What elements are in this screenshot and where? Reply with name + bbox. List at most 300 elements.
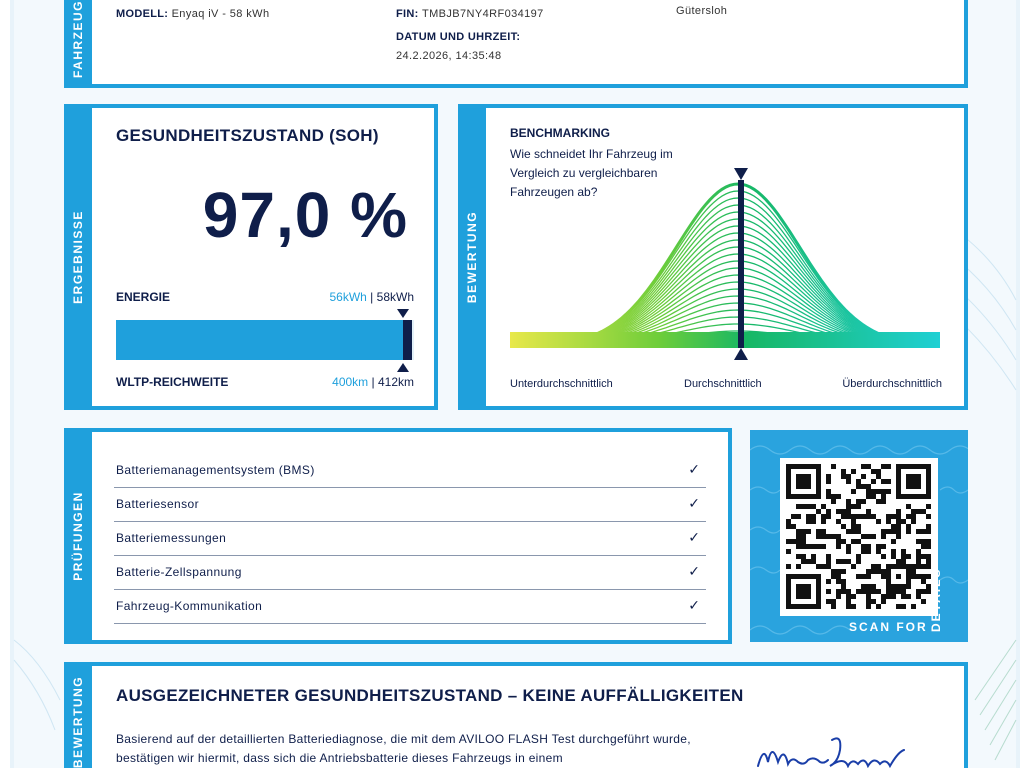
qr-module bbox=[911, 509, 916, 514]
qr-module bbox=[811, 544, 816, 549]
qr-module bbox=[856, 524, 861, 529]
qr-module bbox=[821, 529, 826, 534]
qr-module bbox=[856, 559, 861, 564]
qr-module bbox=[881, 464, 886, 469]
checks-panel bbox=[92, 432, 728, 640]
qr-module bbox=[876, 474, 881, 479]
qr-module bbox=[851, 524, 856, 529]
axis-label-high: Überdurchschnittlich bbox=[842, 378, 942, 390]
qr-module bbox=[846, 514, 851, 519]
qr-module bbox=[856, 479, 861, 484]
qr-module bbox=[856, 589, 861, 594]
qr-module bbox=[896, 559, 901, 564]
bar-marker-top-icon bbox=[397, 309, 409, 318]
qr-module bbox=[861, 549, 866, 554]
qr-module bbox=[831, 499, 836, 504]
benchmark-section bbox=[458, 104, 968, 410]
qr-module bbox=[841, 514, 846, 519]
qr-module bbox=[921, 599, 926, 604]
results-panel bbox=[92, 108, 434, 406]
qr-module bbox=[841, 579, 846, 584]
checkmark-icon: ✓ bbox=[688, 495, 700, 511]
qr-module bbox=[906, 504, 911, 509]
qr-module bbox=[816, 534, 821, 539]
qr-module bbox=[881, 594, 886, 599]
qr-module bbox=[926, 559, 931, 564]
qr-module bbox=[886, 489, 891, 494]
qr-module bbox=[826, 494, 831, 499]
check-label: Batteriemessungen bbox=[116, 531, 227, 545]
qr-module bbox=[896, 509, 901, 514]
qr-module bbox=[811, 554, 816, 559]
qr-module bbox=[836, 534, 841, 539]
qr-module bbox=[811, 559, 816, 564]
qr-module bbox=[801, 534, 806, 539]
qr-module bbox=[871, 564, 876, 569]
qr-module bbox=[841, 509, 846, 514]
qr-code-image bbox=[780, 458, 938, 616]
range-stat bbox=[332, 375, 414, 389]
qr-module bbox=[806, 504, 811, 509]
qr-module bbox=[916, 589, 921, 594]
qr-module bbox=[826, 514, 831, 519]
datetime-label: DATUM UND UHRZEIT: bbox=[396, 31, 521, 43]
qr-module bbox=[871, 584, 876, 589]
qr-module bbox=[876, 549, 881, 554]
qr-module bbox=[821, 519, 826, 524]
qr-module bbox=[816, 509, 821, 514]
qr-module bbox=[851, 604, 856, 609]
qr-module bbox=[881, 569, 886, 574]
qr-module bbox=[891, 594, 896, 599]
qr-module bbox=[916, 509, 921, 514]
qr-module bbox=[806, 559, 811, 564]
qr-module bbox=[866, 489, 871, 494]
benchmark-section-label: BEWERTUNG bbox=[465, 210, 480, 304]
qr-module bbox=[896, 534, 901, 539]
marker-bottom-triangle-icon bbox=[734, 348, 748, 360]
qr-module bbox=[866, 569, 871, 574]
qr-module bbox=[866, 464, 871, 469]
qr-module bbox=[796, 474, 811, 489]
qr-module bbox=[796, 534, 801, 539]
qr-module bbox=[876, 544, 881, 549]
qr-module bbox=[866, 514, 871, 519]
soh-value: 97,0 % bbox=[202, 179, 408, 251]
qr-module bbox=[846, 499, 851, 504]
qr-module bbox=[861, 534, 866, 539]
qr-module bbox=[866, 494, 871, 499]
qr-module bbox=[911, 519, 916, 524]
fin-field bbox=[396, 8, 544, 20]
qr-module bbox=[886, 514, 891, 519]
qr-module bbox=[816, 564, 821, 569]
qr-module bbox=[871, 534, 876, 539]
qr-module bbox=[856, 484, 861, 489]
qr-module bbox=[826, 589, 831, 594]
marker-top-triangle-icon bbox=[734, 168, 748, 180]
vehicle-section bbox=[64, 0, 968, 88]
qr-module bbox=[916, 594, 921, 599]
qr-module bbox=[836, 519, 841, 524]
qr-module bbox=[841, 559, 846, 564]
soh-bar-fill bbox=[116, 320, 405, 360]
qr-module bbox=[856, 574, 861, 579]
qr-module bbox=[816, 544, 821, 549]
checkmark-icon: ✓ bbox=[688, 597, 700, 613]
qr-module bbox=[821, 564, 826, 569]
qr-module bbox=[866, 574, 871, 579]
qr-module bbox=[836, 574, 841, 579]
bell-curve-line bbox=[510, 212, 938, 346]
checks-section-label: PRÜFUNGEN bbox=[71, 491, 86, 581]
bar-marker-bottom-icon bbox=[397, 363, 409, 372]
vehicle-section-tab bbox=[64, 0, 92, 88]
qr-module bbox=[796, 544, 801, 549]
qr-module bbox=[881, 494, 886, 499]
qr-module bbox=[851, 469, 856, 474]
datetime-value: 24.2.2026, 14:35:48 bbox=[396, 50, 502, 62]
qr-module bbox=[906, 554, 911, 559]
qr-module bbox=[881, 544, 886, 549]
vehicle-panel bbox=[92, 0, 964, 84]
qr-module bbox=[861, 584, 866, 589]
qr-module bbox=[806, 544, 811, 549]
qr-module bbox=[901, 604, 906, 609]
qr-module bbox=[841, 589, 846, 594]
qr-module bbox=[801, 559, 806, 564]
qr-module bbox=[866, 604, 871, 609]
qr-module bbox=[921, 589, 926, 594]
qr-module bbox=[891, 514, 896, 519]
qr-module bbox=[851, 594, 856, 599]
qr-module bbox=[916, 564, 921, 569]
qr-module bbox=[896, 604, 901, 609]
qr-module bbox=[906, 514, 911, 519]
qr-module bbox=[836, 509, 841, 514]
qr-module bbox=[831, 569, 836, 574]
qr-module bbox=[876, 589, 881, 594]
qr-module bbox=[801, 544, 806, 549]
qr-module bbox=[856, 529, 861, 534]
qr-module bbox=[851, 504, 856, 509]
fin-label: FIN: bbox=[396, 8, 419, 20]
details-label: DETAILS bbox=[929, 567, 943, 632]
qr-module bbox=[811, 514, 816, 519]
qr-module bbox=[921, 544, 926, 549]
qr-module bbox=[846, 559, 851, 564]
results-section bbox=[64, 104, 438, 410]
qr-module bbox=[916, 559, 921, 564]
qr-module bbox=[801, 554, 806, 559]
check-row bbox=[114, 488, 706, 522]
qr-module bbox=[881, 499, 886, 504]
qr-module bbox=[871, 589, 876, 594]
qr-module bbox=[831, 604, 836, 609]
qr-module bbox=[786, 564, 791, 569]
qr-module bbox=[861, 574, 866, 579]
qr-module bbox=[846, 479, 851, 484]
qr-module bbox=[921, 529, 926, 534]
conclusion-section-label: BEWERTUNG bbox=[71, 675, 86, 768]
qr-module bbox=[786, 539, 791, 544]
qr-module bbox=[891, 529, 896, 534]
qr-module bbox=[836, 559, 841, 564]
checkmark-icon: ✓ bbox=[688, 529, 700, 545]
qr-module bbox=[901, 554, 906, 559]
qr-module bbox=[926, 524, 931, 529]
qr-module bbox=[916, 529, 921, 534]
qr-module bbox=[896, 519, 901, 524]
qr-module bbox=[871, 489, 876, 494]
qr-module bbox=[796, 504, 801, 509]
qr-module bbox=[801, 539, 806, 544]
qr-module bbox=[826, 489, 831, 494]
qr-module bbox=[831, 464, 836, 469]
qr-module bbox=[901, 594, 906, 599]
qr-module bbox=[896, 514, 901, 519]
qr-module bbox=[831, 534, 836, 539]
energy-current: 56kWh bbox=[329, 290, 367, 304]
check-label: Batteriemanagementsystem (BMS) bbox=[116, 463, 315, 477]
qr-module bbox=[846, 529, 851, 534]
qr-module bbox=[916, 539, 921, 544]
bell-curve-line bbox=[510, 198, 938, 346]
qr-module bbox=[791, 539, 796, 544]
qr-module bbox=[861, 484, 866, 489]
qr-module bbox=[826, 554, 831, 559]
qr-module bbox=[921, 509, 926, 514]
qr-module bbox=[881, 479, 886, 484]
results-section-tab bbox=[64, 104, 92, 410]
check-label: Fahrzeug-Kommunikation bbox=[116, 599, 263, 613]
conclusion-section-tab bbox=[64, 662, 92, 768]
qr-module bbox=[831, 599, 836, 604]
qr-module bbox=[816, 529, 821, 534]
check-label: Batteriesensor bbox=[116, 497, 199, 511]
soh-bar-max-marker bbox=[403, 320, 412, 360]
checks-section bbox=[64, 428, 732, 644]
soh-title: GESUNDHEITSZUSTAND (SOH) bbox=[116, 126, 379, 145]
qr-module bbox=[876, 519, 881, 524]
qr-module bbox=[866, 534, 871, 539]
bell-curve-line bbox=[510, 219, 938, 346]
qr-module bbox=[861, 464, 866, 469]
conclusion-title: AUSGEZEICHNETER GESUNDHEITSZUSTAND – KEINE AUFFÄLLIGKEITEN bbox=[116, 686, 744, 705]
qr-module bbox=[826, 509, 831, 514]
qr-module bbox=[826, 579, 831, 584]
check-row bbox=[114, 522, 706, 556]
model-value: Enyaq iV - 58 kWh bbox=[171, 8, 270, 20]
qr-module bbox=[821, 514, 826, 519]
signature-image bbox=[752, 728, 952, 768]
qr-module bbox=[871, 469, 876, 474]
qr-module bbox=[846, 549, 851, 554]
checkmark-icon: ✓ bbox=[688, 563, 700, 579]
qr-module bbox=[851, 564, 856, 569]
qr-module bbox=[846, 589, 851, 594]
qr-module bbox=[836, 569, 841, 574]
qr-module bbox=[801, 529, 806, 534]
qr-module bbox=[891, 549, 896, 554]
qr-module bbox=[866, 484, 871, 489]
checkmark-icon: ✓ bbox=[688, 461, 700, 477]
bell-curve-base bbox=[510, 332, 940, 348]
bell-curve-line bbox=[510, 226, 938, 346]
soh-bar bbox=[116, 320, 414, 360]
qr-module bbox=[866, 509, 871, 514]
qr-module bbox=[921, 564, 926, 569]
qr-module bbox=[846, 599, 851, 604]
qr-module bbox=[821, 544, 826, 549]
qr-module bbox=[871, 569, 876, 574]
qr-module bbox=[826, 559, 831, 564]
qr-module bbox=[856, 504, 861, 509]
qr-module bbox=[906, 529, 911, 534]
qr-module bbox=[846, 474, 851, 479]
qr-module bbox=[826, 479, 831, 484]
qr-module bbox=[811, 504, 816, 509]
qr-module bbox=[836, 579, 841, 584]
qr-module bbox=[841, 569, 846, 574]
qr-module bbox=[856, 514, 861, 519]
qr-module bbox=[846, 509, 851, 514]
location-value: Gütersloh bbox=[676, 5, 728, 17]
qr-module bbox=[886, 464, 891, 469]
qr-module bbox=[806, 529, 811, 534]
model-label: MODELL: bbox=[116, 8, 169, 20]
qr-module bbox=[876, 564, 881, 569]
qr-module bbox=[886, 519, 891, 524]
qr-module bbox=[861, 474, 866, 479]
qr-module bbox=[806, 514, 811, 519]
qr-module bbox=[796, 529, 801, 534]
qr-module bbox=[926, 554, 931, 559]
conclusion-section bbox=[64, 662, 968, 768]
qr-module bbox=[866, 584, 871, 589]
bell-curve-line bbox=[510, 191, 938, 346]
qr-module bbox=[821, 534, 826, 539]
qr-module bbox=[886, 479, 891, 484]
qr-module bbox=[926, 539, 931, 544]
qr-module bbox=[836, 494, 841, 499]
qr-module bbox=[796, 564, 801, 569]
benchmark-title: BENCHMARKING bbox=[510, 126, 610, 140]
results-section-label: ERGEBNISSE bbox=[71, 210, 85, 304]
qr-module bbox=[876, 569, 881, 574]
qr-module bbox=[866, 594, 871, 599]
range-separator: | bbox=[368, 375, 378, 389]
qr-module bbox=[871, 494, 876, 499]
qr-module bbox=[861, 544, 866, 549]
qr-module bbox=[876, 469, 881, 474]
qr-module bbox=[831, 574, 836, 579]
qr-module bbox=[826, 534, 831, 539]
qr-module bbox=[826, 564, 831, 569]
qr-module bbox=[921, 554, 926, 559]
check-row bbox=[114, 454, 706, 488]
qr-module bbox=[851, 519, 856, 524]
qr-module bbox=[856, 554, 861, 559]
qr-module bbox=[811, 519, 816, 524]
qr-module bbox=[906, 524, 911, 529]
qr-module bbox=[871, 514, 876, 519]
qr-module bbox=[836, 544, 841, 549]
qr-module bbox=[911, 574, 916, 579]
qr-module bbox=[801, 504, 806, 509]
qr-module bbox=[881, 489, 886, 494]
qr-module bbox=[831, 494, 836, 499]
qr-module bbox=[841, 469, 846, 474]
bell-curve-group bbox=[510, 184, 940, 348]
range-label: WLTP-REICHWEITE bbox=[116, 375, 229, 389]
qr-module bbox=[851, 514, 856, 519]
qr-module bbox=[881, 554, 886, 559]
qr-module bbox=[791, 514, 796, 519]
range-max: 412km bbox=[377, 375, 414, 389]
benchmark-panel bbox=[486, 108, 964, 406]
axis-label-mid: Durchschnittlich bbox=[684, 378, 762, 390]
qr-code[interactable] bbox=[780, 458, 938, 616]
qr-module bbox=[886, 589, 891, 594]
qr-module bbox=[896, 529, 901, 534]
energy-label: ENERGIE bbox=[116, 290, 171, 304]
qr-module bbox=[796, 539, 801, 544]
qr-module bbox=[796, 554, 801, 559]
qr-module bbox=[841, 524, 846, 529]
average-position-marker bbox=[738, 180, 744, 348]
qr-module bbox=[786, 519, 791, 524]
qr-module bbox=[841, 584, 846, 589]
qr-module bbox=[876, 604, 881, 609]
qr-module bbox=[796, 584, 811, 599]
qr-module bbox=[856, 499, 861, 504]
qr-module bbox=[886, 594, 891, 599]
benchmark-question: Wie schneidet Ihr Fahrzeug im Vergleich zu vergleichbaren Fahrzeugen ab? bbox=[510, 147, 673, 199]
qr-module bbox=[846, 504, 851, 509]
check-row bbox=[114, 590, 706, 624]
conclusion-text: Basierend auf der detaillierten Batteriediagnose, die mit dem AVILOO FLASH Test durchgeführt wurde, bestätigen wir hiermit, dass sich die Antriebsbatterie dieses Fahrzeugs in einem bbox=[116, 732, 691, 765]
benchmark-distribution-chart bbox=[486, 108, 964, 398]
energy-separator: | bbox=[366, 290, 377, 304]
qr-module bbox=[906, 594, 911, 599]
qr-module bbox=[901, 559, 906, 564]
qr-module bbox=[851, 529, 856, 534]
qr-module bbox=[921, 579, 926, 584]
qr-module bbox=[821, 504, 826, 509]
qr-module bbox=[841, 539, 846, 544]
qr-module bbox=[806, 519, 811, 524]
vehicle-section-label: FAHRZEUG bbox=[71, 0, 85, 78]
qr-module bbox=[901, 519, 906, 524]
qr-module bbox=[851, 539, 856, 544]
qr-module bbox=[861, 589, 866, 594]
qr-code-card[interactable] bbox=[750, 430, 968, 642]
qr-module bbox=[881, 529, 886, 534]
qr-module bbox=[836, 589, 841, 594]
qr-module bbox=[881, 534, 886, 539]
qr-module bbox=[856, 539, 861, 544]
qr-module bbox=[836, 594, 841, 599]
qr-module bbox=[881, 574, 886, 579]
qr-module bbox=[886, 529, 891, 534]
qr-module bbox=[866, 549, 871, 554]
checks-section-tab bbox=[64, 428, 92, 644]
qr-module bbox=[911, 569, 916, 574]
qr-module bbox=[926, 544, 931, 549]
qr-module bbox=[836, 539, 841, 544]
qr-module bbox=[841, 474, 846, 479]
